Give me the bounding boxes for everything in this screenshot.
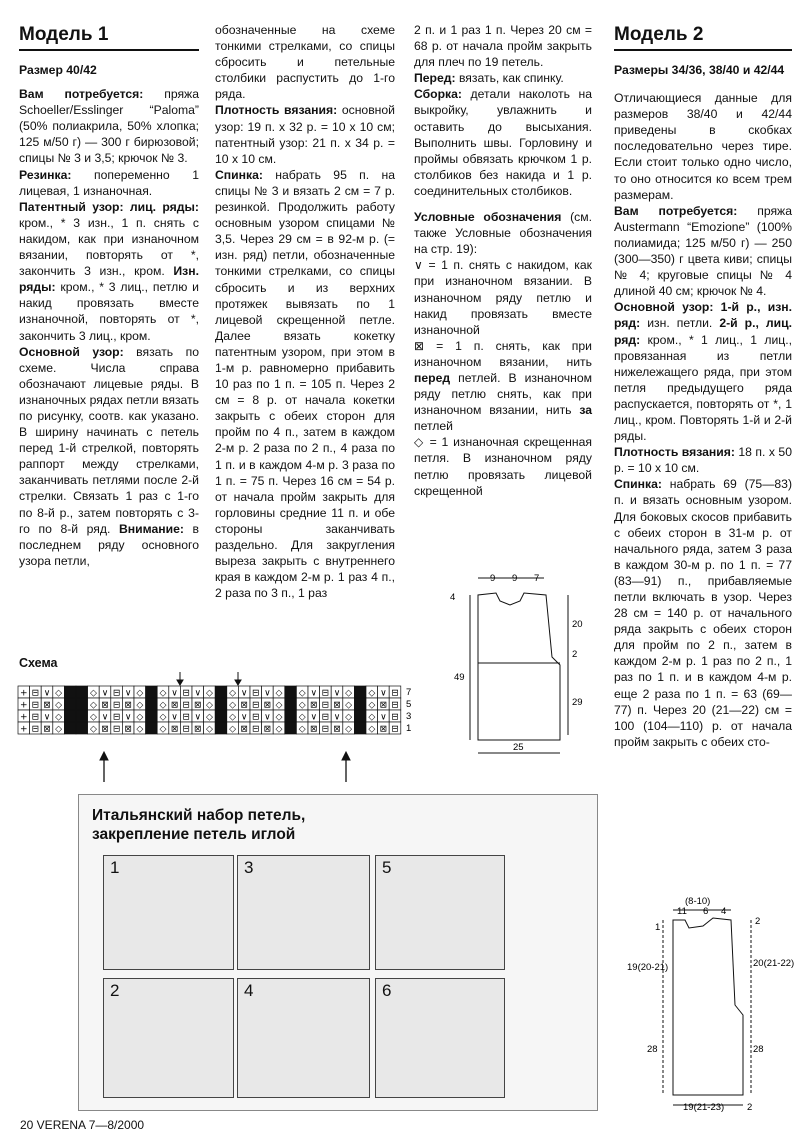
- main-pattern-paragraph: Основной узор: вязать по схеме. Числа справа обозначают лицевые ряды. В изнаночных рядах петли вязать по рисунку, соотв. как указано. В ширину начинать с петель перед 1-й стрелкой, повторять раппорт между стрелками, заканчивать петлями после 2-й стрелки. Связать 1 раз с 1-го по 8-й р., затем повторять с 3-го по 8-й ряд. Внимание: в последнем ряду основного узора петли,: [19, 344, 199, 568]
- chart-cell: [64, 722, 76, 734]
- chart-symbol: ◇: [159, 700, 167, 711]
- chart-symbol: +: [20, 712, 28, 723]
- chart-symbol: ◇: [345, 712, 353, 723]
- row-number: 3: [406, 711, 412, 722]
- chart-symbol: ∨: [310, 712, 318, 723]
- chart-symbol: ⊠: [333, 724, 341, 735]
- chart-symbol: ◇: [229, 712, 237, 723]
- chart-symbol: ⊠: [194, 724, 202, 735]
- row-number: 1: [406, 723, 412, 734]
- chart-symbol: ◇: [368, 688, 376, 699]
- chart-symbol: +: [20, 700, 28, 711]
- chart-symbol: ◇: [159, 688, 167, 699]
- chart-symbol: ⊟: [182, 724, 190, 735]
- chart-symbol: ⊟: [321, 688, 330, 699]
- chart-symbol: ◇: [55, 724, 63, 735]
- chart-symbol: ◇: [298, 724, 306, 735]
- svg-text:20(21-22): 20(21-22): [753, 958, 795, 969]
- chart-symbol: ◇: [205, 688, 213, 699]
- chart-cell: [285, 722, 297, 734]
- sizes-note: Отличающиеся данные для размеров 38/40 и 42/44 приведены в скобках последовательно через тире. Если стоит только одно число, то оно относится ко всем трем размерам.: [614, 91, 792, 202]
- chart-symbol: ⊠: [333, 700, 341, 711]
- step-photo: 1: [103, 855, 234, 970]
- chart-symbol: ⊠: [240, 724, 248, 735]
- chart-symbol: ◇: [229, 688, 237, 699]
- chart-symbol: ⊠: [170, 724, 179, 735]
- chart-symbol: +: [20, 724, 28, 735]
- chart-symbol: ∨: [333, 688, 341, 699]
- step-photo: 3: [237, 855, 370, 970]
- chart-symbol: ∨: [194, 712, 202, 723]
- svg-text:1: 1: [655, 922, 661, 933]
- svg-text:19(21-23): 19(21-23): [683, 1102, 725, 1113]
- step-photo: 6: [375, 978, 505, 1098]
- svg-text:20: 20: [572, 619, 583, 630]
- back2-paragraph: Спинка: набрать 69 (75—83) п. и вязать основным узором. Для боковых скосов прибавить с обеих сторон в 31-м р. от начального ряда, затем 3 раза в каждом 30-м р. по 1 п. = 77 (83—91) п., прибавляемые петли включать в узор. Через 28 см = 140 р. от начального ряда закрыть с обеих сторон для пройм по 2 п., затем в каждом 2-м р. 1 раз по 2 п., 1 раз по 1 п. и в каждом 4-м р. еще 2 раза по 1 п. = 63 (69—77) п. Через 20 (21—22) см = 100 (104—110) р. от начала пройм закрыть с обеих сто-: [614, 477, 792, 749]
- chart-symbol: ∨: [264, 712, 271, 723]
- step-photo: 5: [375, 855, 505, 970]
- chart-symbol: ⊟: [252, 688, 260, 699]
- chart-symbol: ⊟: [31, 712, 40, 723]
- chart-grid: [18, 686, 401, 735]
- chart-symbol: ◇: [159, 712, 167, 723]
- pattern-schematic-2: [625, 890, 795, 1115]
- chart-symbol: ⊟: [321, 724, 330, 735]
- svg-text:11: 11: [677, 906, 687, 917]
- row-number: 7: [406, 687, 412, 698]
- chart-symbol: ∨: [101, 712, 109, 723]
- chart-symbol: ◇: [368, 712, 376, 723]
- column-3: [414, 22, 592, 499]
- stitch-chart: [0, 660, 420, 795]
- chart-cell: [64, 686, 76, 698]
- chart-symbol: ∨: [124, 688, 132, 699]
- chart-symbol: ⊠: [194, 700, 202, 711]
- chart-symbol: ⊠: [170, 700, 179, 711]
- chart-symbol: ⊠: [263, 700, 272, 711]
- chart-cell: [354, 698, 366, 710]
- chart-symbol: ⊠: [310, 700, 318, 711]
- chart-symbol: ∨: [240, 688, 248, 699]
- chart-symbol: ⊟: [182, 712, 190, 723]
- chart-symbol: ⊠: [43, 700, 51, 711]
- chart-symbol: ◇: [275, 688, 283, 699]
- svg-text:4: 4: [450, 592, 456, 603]
- chart-symbol: ⊟: [391, 712, 399, 723]
- chart-symbol: ◇: [205, 724, 213, 735]
- chart-cell: [285, 686, 297, 698]
- pattern-schematic-1: [440, 565, 610, 755]
- chart-symbol: ⊟: [391, 688, 399, 699]
- page-footer: 20 VERENA 7—8/2000: [20, 1118, 145, 1132]
- svg-text:6: 6: [703, 906, 709, 917]
- chart-symbol: ◇: [136, 724, 144, 735]
- chart-cell: [215, 686, 227, 698]
- column-1: [19, 62, 199, 569]
- chart-symbol: ◇: [275, 700, 283, 711]
- chart-symbol: ◇: [205, 700, 213, 711]
- chart-cell: [76, 710, 88, 722]
- chart-symbol: ⊠: [240, 700, 248, 711]
- svg-text:25: 25: [513, 742, 524, 753]
- slip-with-yo-icon: ∨: [414, 258, 423, 273]
- chart-symbol: ⊠: [379, 700, 388, 711]
- chart-symbol: ◇: [89, 688, 97, 699]
- chart-symbol: ◇: [89, 700, 97, 711]
- svg-text:2: 2: [747, 1102, 753, 1113]
- title-underline-2: [614, 49, 792, 51]
- chart-symbol: ∨: [333, 712, 341, 723]
- chart-symbol: ⊟: [31, 688, 40, 699]
- chart-symbol: ⊟: [31, 724, 40, 735]
- svg-text:4: 4: [721, 906, 727, 917]
- chart-symbol: ◇: [368, 724, 376, 735]
- model2-sizes: Размеры 34/36, 38/40 и 42/44: [614, 63, 785, 77]
- chart-symbol: ⊟: [31, 700, 40, 711]
- chart-symbol: ⊟: [391, 724, 399, 735]
- chart-symbol: ⊠: [124, 700, 132, 711]
- svg-text:(8-10): (8-10): [685, 896, 711, 907]
- chart-symbol: ◇: [368, 700, 376, 711]
- chart-cell: [64, 698, 76, 710]
- legend-item-1: ∨ = 1 п. снять с накидом, как при изнаночном вязании. В изнаночном ряду петлю и накид провязать вместе изнаночной: [414, 258, 592, 337]
- model1-title: Модель 1: [19, 24, 109, 45]
- svg-text:2: 2: [755, 916, 761, 927]
- chart-symbol: ⊠: [43, 724, 51, 735]
- chart-row-numbers: [406, 687, 411, 734]
- chart-symbol: ◇: [205, 712, 213, 723]
- chart-symbol: ∨: [171, 688, 178, 699]
- chart-symbol: ⊠: [124, 724, 132, 735]
- chart-symbol: ◇: [345, 724, 353, 735]
- chart-symbol: ∨: [380, 712, 387, 723]
- legend-item-2: ⊠ = 1 п. снять, как при изнаночном вязании, нить перед петлей. В изнаночном ряду петлю снять, как при изнаночном вязании, нить за петлей: [414, 338, 592, 434]
- chart-symbol: ◇: [298, 700, 306, 711]
- svg-text:9: 9: [490, 573, 496, 584]
- chart-symbol: ◇: [136, 688, 144, 699]
- chart-symbol: ⊟: [252, 724, 260, 735]
- step-photo: 2: [103, 978, 234, 1098]
- chart-cell: [76, 698, 88, 710]
- chart-symbol: ⊟: [252, 700, 260, 711]
- chart-symbol: ⊟: [112, 724, 121, 735]
- title-underline: [19, 49, 199, 51]
- chart-symbol: +: [20, 688, 28, 699]
- chart-symbol: ◇: [229, 724, 237, 735]
- chart-symbol: ◇: [345, 700, 353, 711]
- chart-symbol: ⊟: [321, 700, 330, 711]
- chart-cell: [146, 686, 158, 698]
- chart-symbol: ⊟: [391, 700, 399, 711]
- step-photo: 4: [237, 978, 370, 1098]
- assembly-paragraph: Сборка: детали наколоть на выкройку, увлажнить и оставить до высыхания. Выполнить швы. Горловину и проймы обвязать крючком 1 р. столбиков без накида и 1 р. соединительных столбиков.: [414, 87, 592, 198]
- svg-text:9: 9: [512, 573, 518, 584]
- chart-cell: [146, 722, 158, 734]
- chart-symbol: ◇: [136, 700, 144, 711]
- chart-symbol: ⊟: [112, 688, 121, 699]
- chart-symbol: ◇: [298, 688, 306, 699]
- legend-item-3: ◇ = 1 изнаночная скрещенная петля. В изнаночном ряду петлю провязать лицевой скрещенной: [414, 435, 592, 498]
- chart-symbol: ∨: [380, 688, 387, 699]
- chart-symbol: ⊟: [112, 712, 121, 723]
- patent-paragraph: Патентный узор: лиц. ряды: кром., * 3 изн., 1 п. снять с накидом, как при изнаночном вязании, повторять от *, закончить 3 изн., кром. Изн. ряды: кром., * 3 лиц., петлю и накид провязать вместе изнаночной, повторять от *, закончить 3 лиц., кром.: [19, 199, 199, 343]
- garment-outline: [478, 593, 560, 740]
- chart-symbol: ⊠: [101, 724, 109, 735]
- svg-text:2: 2: [572, 649, 578, 660]
- chart-title: Схема: [19, 656, 58, 670]
- chart-symbol: ∨: [43, 712, 51, 723]
- chart-cell: [215, 698, 227, 710]
- chart-symbol: ◇: [89, 724, 97, 735]
- chart-symbol: ∨: [264, 688, 271, 699]
- chart-symbol: ◇: [55, 712, 63, 723]
- chart-symbol: ⊟: [182, 688, 190, 699]
- chart-symbol: ⊟: [182, 700, 190, 711]
- main-pattern2-paragraph: Основной узор: 1-й р., изн. ряд: изн. петли. 2-й р., лиц. ряд: кром., * 1 лиц., 1 лиц., провязанная из петли нижележащего ряда, при этом петля предыдущего ряда распускается, повторять от *, 1 лиц., кром. Повторять 1-й и 2-й ряды.: [614, 300, 792, 444]
- inset-title: Итальянский набор петель, закрепление петель иглой: [92, 807, 306, 843]
- chart-symbol: ⊠: [379, 724, 388, 735]
- garment-outline-2: [673, 918, 743, 1095]
- front-paragraph: Перед: вязать, как спинку.: [414, 71, 564, 86]
- chart-symbol: ∨: [43, 688, 51, 699]
- chart-symbol: ◇: [229, 700, 237, 711]
- chart-symbol: ◇: [55, 688, 63, 699]
- chart-symbol: ◇: [159, 724, 167, 735]
- chart-symbol: ◇: [275, 724, 283, 735]
- col2-intro: обозначенные на схеме тонкими стрелками, со спицы сбросить и петельные столбики распустить до 1-го ряда.: [215, 23, 395, 102]
- materials2-paragraph: Вам потребуется: пряжа Austermann “Emozione” (100% полиамида; 125 м/50 г) — 250 (300—350) г цвета киви; спицы № 4; круговые спицы № 4 длиной 40 см; крючок № 4.: [614, 203, 792, 299]
- chart-cell: [64, 710, 76, 722]
- chart-symbol: ∨: [240, 712, 248, 723]
- model1-size: Размер 40/42: [19, 63, 97, 77]
- chart-symbol: ⊠: [310, 724, 318, 735]
- chart-cell: [285, 698, 297, 710]
- legend-heading: Условные обозначения (см. также Условные обозначения на стр. 19):: [414, 210, 592, 257]
- row-number: 5: [406, 699, 412, 710]
- chart-cell: [354, 722, 366, 734]
- chart-symbol: ⊠: [101, 700, 109, 711]
- chart-cell: [215, 722, 227, 734]
- chart-symbol: ⊟: [321, 712, 330, 723]
- chart-symbol: ⊠: [263, 724, 272, 735]
- gauge2-paragraph: Плотность вязания: 18 п. x 50 р. = 10 x 10 см.: [614, 445, 792, 476]
- chart-cell: [146, 698, 158, 710]
- chart-symbol: ∨: [310, 688, 318, 699]
- col3-intro: 2 п. и 1 раз 1 п. Через 20 см = 68 р. от начала пройм закрыть для плеч по 19 петель.: [414, 23, 592, 70]
- svg-text:7: 7: [534, 573, 540, 584]
- chart-symbol: ◇: [345, 688, 353, 699]
- chart-symbol: ⊟: [112, 700, 121, 711]
- twisted-purl-icon: ◇: [414, 435, 425, 450]
- chart-symbol: ◇: [55, 700, 63, 711]
- chart-cell: [76, 722, 88, 734]
- chart-symbol: ◇: [298, 712, 306, 723]
- chart-cell: [215, 710, 227, 722]
- svg-text:29: 29: [572, 697, 583, 708]
- model2-title: Модель 2: [614, 24, 704, 45]
- rib-paragraph: Резинка: попеременно 1 лицевая, 1 изнаночная.: [19, 167, 199, 198]
- chart-symbol: ∨: [101, 688, 109, 699]
- chart-cell: [285, 710, 297, 722]
- gauge-paragraph: Плотность вязания: основной узор: 19 п. x 32 р. = 10 x 10 см; патентный узор: 21 п. x 34 р. = 10 x 10 см.: [215, 103, 395, 166]
- materials-paragraph: Вам потребуется: пряжа Schoeller/Esslinger “Paloma” (50% полиакрила, 50% хлопка; 125 м/50 г) — 300 г бирюзовой; спицы № 3 и 3,5; крючок № 3.: [19, 87, 199, 166]
- column-4: [614, 62, 792, 750]
- chart-symbol: ∨: [124, 712, 132, 723]
- chart-symbol: ∨: [194, 688, 202, 699]
- chart-cell: [354, 686, 366, 698]
- svg-text:49: 49: [454, 672, 465, 683]
- chart-symbol: ◇: [275, 712, 283, 723]
- svg-text:28: 28: [647, 1044, 658, 1055]
- chart-symbol: ⊟: [252, 712, 260, 723]
- chart-symbol: ◇: [136, 712, 144, 723]
- slip-stitch-icon: ⊠: [414, 338, 425, 353]
- svg-text:28: 28: [753, 1044, 764, 1055]
- column-2: [215, 22, 395, 601]
- svg-text:19(20-21): 19(20-21): [627, 962, 669, 973]
- chart-symbol: ◇: [89, 712, 97, 723]
- back-paragraph: Спинка: набрать 95 п. на спицы № 3 и вязать 2 см = 7 р. резинкой. Продолжить работу основным узором спицами № 3,5. Через 29 см = в 92-м р. (= изн. ряд) петли, обозначенные тонкими стрелками, со спицы сбросить и из верхних протяжек вывязать по 1 лицевой скрещенной петле. Далее вязать кокетку патентным узором, при этом в 1-м р. равномерно прибавить 10 раз по 1 п. = 105 п. Через 2 см = 8 р. от начала кокетки закрыть с обеих сторон для пройм по 4 п., затем в каждом 2-м р. 2 раза по 2 п., 4 раза по 1 п. и в каждом 4-м р. 3 раза по 1 п. = 75 п. Через 16 см = 54 р. от начала пройм закрыть для горловины средние 11 п. и обе стороны заканчивать раздельно. Для закругления выреза закрыть с внутреннего края в каждом 2-м р. 1 раз 4 п., 2 раза по 3 п., 1 раз: [215, 167, 395, 601]
- chart-symbol: ∨: [171, 712, 178, 723]
- chart-cell: [76, 686, 88, 698]
- chart-cell: [354, 710, 366, 722]
- chart-cell: [146, 710, 158, 722]
